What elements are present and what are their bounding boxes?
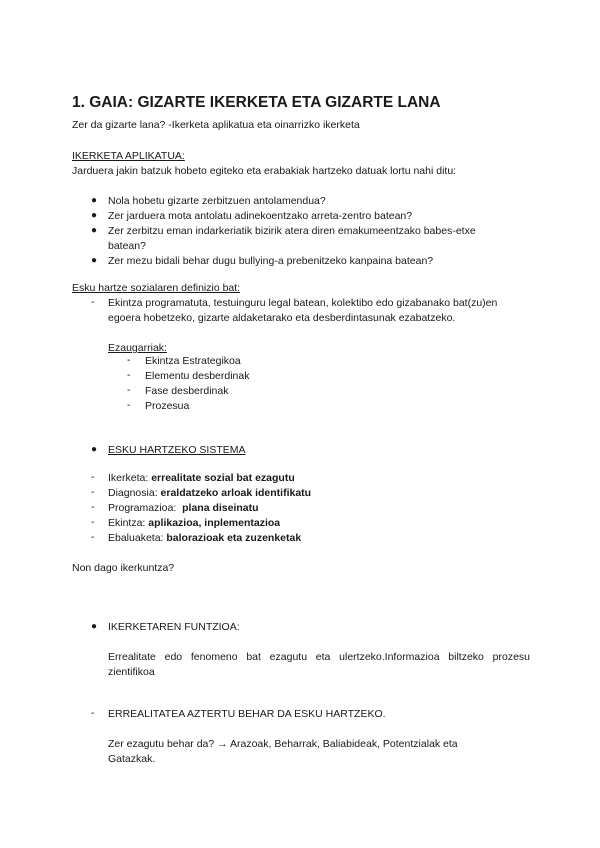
applied-lead: Jarduera jakin batzuk hobeto egiteko eta erabakiak hartzeko datuak lortu nahi ditu:: [72, 165, 457, 177]
feature-item: Elementu desberdinak: [145, 370, 250, 382]
system-step: [108, 516, 280, 531]
features-heading: Ezaugarriak:: [108, 342, 167, 354]
bullet-icon: ●: [91, 225, 98, 236]
dash-marker: -: [91, 707, 95, 719]
page-title: 1. GAIA: GIZARTE IKERKETA ETA GIZARTE LANA: [72, 94, 441, 111]
function-line-2: zientifikoa: [108, 666, 155, 678]
dash-marker: -: [91, 471, 95, 483]
dash-marker: -: [91, 486, 95, 498]
reality-heading: ERREALITATEA AZTERTU BEHAR DA ESKU HARTZEKO.: [108, 708, 386, 720]
dash-marker: -: [127, 399, 131, 411]
definition-line-1: Ekintza programatuta, testuinguru legal batean, kolektibo edo gizabanako bat(zu)en: [108, 297, 498, 309]
dash-marker: -: [127, 369, 131, 381]
step-value: errealitate sozial bat ezagutu: [151, 472, 295, 484]
step-value: plana diseinatu: [182, 502, 259, 514]
list-item: Nola hobetu gizarte zerbitzuen antolamendua?: [108, 195, 326, 207]
feature-item: Prozesua: [145, 400, 190, 412]
dash-marker: -: [127, 354, 131, 366]
system-heading: ESKU HARTZEKO SISTEMA: [108, 444, 246, 456]
step-label: Programazioa:: [108, 502, 183, 514]
question-text: Non dago ikerkuntza?: [72, 562, 175, 574]
applied-heading: IKERKETA APLIKATUA:: [72, 150, 185, 162]
definition-heading: Esku hartze sozialaren definizio bat:: [72, 282, 241, 294]
step-value: eraldatzeko arloak identifikatu: [160, 487, 312, 499]
feature-item: Fase desberdinak: [145, 385, 229, 397]
system-step: [108, 486, 311, 501]
list-item-continuation: batean?: [108, 240, 146, 252]
intro-text: Zer da gizarte lana? -Ikerketa aplikatua eta oinarrizko ikerketa: [72, 119, 360, 131]
list-item: Zer zerbitzu eman indarkeriatik bizirik atera diren emakumeentzako babes-etxe: [108, 225, 476, 237]
step-label: Ebaluaketa:: [108, 532, 167, 544]
step-value: aplikazioa, inplementazioa: [148, 517, 281, 529]
bullet-icon: ●: [91, 444, 98, 455]
step-label: Diagnosia:: [108, 487, 161, 499]
dash-marker: -: [91, 501, 95, 513]
definition-line-2: egoera hobetzeko, gizarte aldaketarako eta desberdintasunak ezabatzeko.: [108, 312, 456, 324]
dash-marker: -: [91, 531, 95, 543]
bullet-icon: ●: [91, 255, 98, 266]
function-line-1: Errealitate edo fenomeno bat ezagutu eta ulertzeko.Informazioa biltzeko prozesu: [108, 651, 530, 663]
dash-marker: -: [127, 384, 131, 396]
bullet-icon: ●: [91, 195, 98, 206]
function-heading: IKERKETAREN FUNTZIOA:: [108, 621, 240, 633]
dash-marker: -: [91, 296, 95, 308]
list-item: Zer jarduera mota antolatu adinekoentzako arreta-zentro batean?: [108, 210, 413, 222]
feature-item: Ekintza Estrategikoa: [145, 355, 241, 367]
step-label: Ikerketa:: [108, 472, 152, 484]
reality-line-1: Zer ezagutu behar da? → Arazoak, Beharrak, Baliabideak, Potentzialak eta: [108, 738, 458, 750]
step-label: Ekintza:: [108, 517, 149, 529]
system-step: [108, 501, 259, 516]
bullet-icon: ●: [91, 210, 98, 221]
bullet-icon: ●: [91, 621, 98, 632]
list-item: Zer mezu bidali behar dugu bullying-a prebenitzeko kanpaina batean?: [108, 255, 434, 267]
step-value: balorazioak eta zuzenketak: [166, 532, 302, 544]
system-step: [108, 471, 295, 486]
system-step: [108, 531, 301, 546]
dash-marker: -: [91, 516, 95, 528]
reality-line-2: Gatazkak.: [108, 753, 156, 765]
